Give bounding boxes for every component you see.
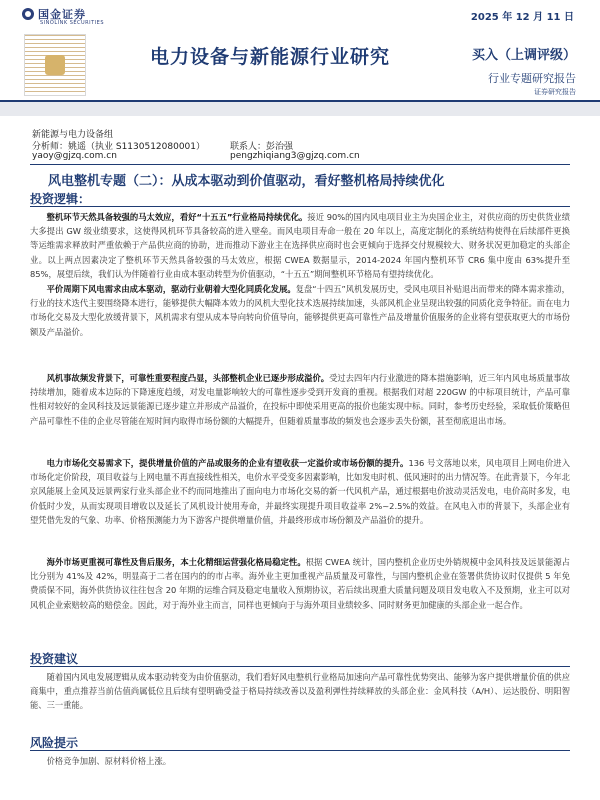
paragraph-3-body: 受过去四年内行业激进的降本措施影响，近三年内风电场质量事故持续增加，随着成本边际的下降速度趋缓，对发电量影响较大的可靠性逐步受到开发商的重视。根据我们对超 220GW 的中标项目统计，产品可靠性相对较好的金风科技及远景能源已逐步建立并形成产品溢价，在投标中即使采用更高的报价也能实现中标。同时，参考历史经验，采取低价策略但产品可靠性不佳的企业尽管能在短时间内取得市场份额的大幅提升，但随着质量事故的频发也会逐步丢失份额，甚至彻底退出市场。 bbox=[30, 373, 570, 426]
paragraph-2-body: 复盘“十四五”风机发展历史，受风电项目补贴退出而带来的降本需求推动，行业的技术迭代主要围绕降本进行，能够提供大幅降本效力的风机大型化技术迭展持续加速，头部风机企业呈现出较强的同质化竞争特征。而在电力市场化交易及大型化放缓背景下，风机需求有望从成本导向转向价值导向，能够提供更高可靠性产品及增量价值服务的企业将有望获取更大的市场份额及产品溢价。 bbox=[30, 284, 570, 337]
paragraph-4-lead: 电力市场化交易需求下，提供增量价值的产品或服务的企业有望收获一定溢价或市场份额的提升。 bbox=[46, 458, 409, 468]
analyst-email[interactable]: yaoy@gjzq.com.cn bbox=[32, 151, 117, 161]
paragraph-2 bbox=[30, 282, 570, 339]
section-heading-risk: 风险提示 bbox=[30, 736, 79, 750]
logo-subtext: SINOLINK SECURITIES bbox=[40, 20, 104, 26]
paragraph-5-lead: 海外市场更重视可靠性及售后服务，本土化精细运营强化格局稳定性。 bbox=[46, 557, 306, 567]
qr-code-icon bbox=[24, 34, 86, 96]
section-heading-advice: 投资建议 bbox=[30, 652, 79, 666]
paragraph-1 bbox=[30, 210, 570, 281]
paragraph-3 bbox=[30, 371, 570, 428]
paragraph-3-lead: 风机事故频发背景下，可靠性重要程度凸显，头部整机企业已逐步形成溢价。 bbox=[46, 373, 330, 383]
section-heading-logic: 投资逻辑： bbox=[30, 192, 91, 206]
info-divider bbox=[30, 164, 570, 165]
analyst-name: 分析师：姚遥（执业 S1130512080001） bbox=[32, 142, 206, 152]
section-divider bbox=[30, 666, 570, 667]
paragraph-1-body: 接近 90%的国内风电项目业主为央国企业主，对供应商的历史供货业绩大多提出 GW 级业绩要求，这使得风机环节具备较高的进入壁垒。而风电项目寿命一般在 20 年以上，高度定制化的系统结构使得在后续部件更换等运维需求释放时严重依赖于产品供应商的协助，进而推动下游业主在选择供应商时也会更倾向于选择交付规模较大、财务状况更加稳定的头部企业。以上两点因素决定了整机环节天然具备较强的马太效应，根据 CWEA 数据显示，2014-2024 年国内整机环节 CR6 集中度由 63%提升至 85%，展望后续，我们认为伴随着行业由成本驱动转型为价值驱动，“十五五”期间整机环节格局有望持续优化。 bbox=[30, 212, 570, 279]
header-band bbox=[0, 102, 600, 116]
paragraph-5-body: 根据 CWEA 统计，国内整机企业历史外销规模中金风科技及远景能源占比分别为 41%及 42%，明显高于二者在国内的的市占率。海外业主更加重视产品质量及可靠性，与国内整机企业在签署供货协议时仅提供 5 年免费质保不同，海外供货协议往往包含 20 年期的运维合同及稳定电量收入预期协议，若后续出现重大质量问题及项目发电收入不及预期，业主可以对风机企业索赔较高的赔偿金。因此，对于海外业主而言，同样也更倾向于与海外项目业绩较多、同时财务更加健康的头部企业一起合作。 bbox=[30, 557, 570, 610]
advice-paragraph: 随着国内风电发展逻辑从成本驱动转变为由价值驱动，我们看好风电整机行业格局加速向产品可靠性优势突出、能够为客户提供增量价值的供应商集中，重点推荐当前估值尚属低位且后续有望明确受益于格局持续改善以及盈利弹性持续释放的头部企业：金风科技（A/H）、运达股份、明阳智能、三一重能。 bbox=[30, 672, 570, 711]
report-date: 2025 年 12 月 11 日 bbox=[470, 12, 574, 23]
contact-email[interactable]: pengzhiqiang3@gjzq.com.cn bbox=[230, 151, 360, 161]
paragraph-4-body: 136 号文落地以来，风电项目上网电价进入市场化定价阶段，项目收益与上网电量不再直接线性相关，电价水平受变多因素影响，比如发电时机、低风速时的出力情况等。在此背景下，今年北京风能展上金风及远景两家行业头部企业不约而同地推出了面向电力市场化交易的新一代风机产品，通过根据电价波动灵活发电，电价高时多发，电价低时少发，从而实现项目增收以及延长了风机设计使用寿命，并最终实现提升项目收益率 2%~2.5%的效益。在风电入市的背景下，头部企业有望凭借先发的气象、功率、价格预测能力为下游客户提供增量价值，并最终形成市场份额及产品溢价的提升。 bbox=[30, 458, 570, 525]
paragraph-4 bbox=[30, 456, 570, 527]
logo-text: 国金证券 bbox=[38, 8, 86, 21]
paragraph-5 bbox=[30, 555, 570, 612]
contact-name: 联系人：彭治强 bbox=[230, 142, 294, 152]
section-divider bbox=[30, 206, 570, 207]
paragraph-1-lead: 整机环节天然具备较强的马太效应，看好“十五五”行业格局持续优化。 bbox=[46, 212, 308, 222]
report-type: 行业专题研究报告 bbox=[488, 72, 576, 85]
paragraph-2-lead: 平价周期下风电需求由成本驱动，驱动行业朝着大型化同质化发展。 bbox=[46, 284, 296, 294]
report-title: 电力设备与新能源行业研究 bbox=[150, 46, 391, 68]
rating-badge: 买入（上调评级） bbox=[471, 48, 576, 63]
risk-paragraph: 价格竞争加剧、原材料价格上涨。 bbox=[46, 756, 172, 766]
department: 新能源与电力设备组 bbox=[32, 130, 114, 140]
report-subtype: 证券研究报告 bbox=[534, 88, 576, 96]
logo-icon bbox=[22, 8, 34, 20]
document-title: 风电整机专题（二）：从成本驱动到价值驱动，看好整机格局持续优化 bbox=[48, 174, 445, 189]
section-divider bbox=[30, 750, 570, 751]
